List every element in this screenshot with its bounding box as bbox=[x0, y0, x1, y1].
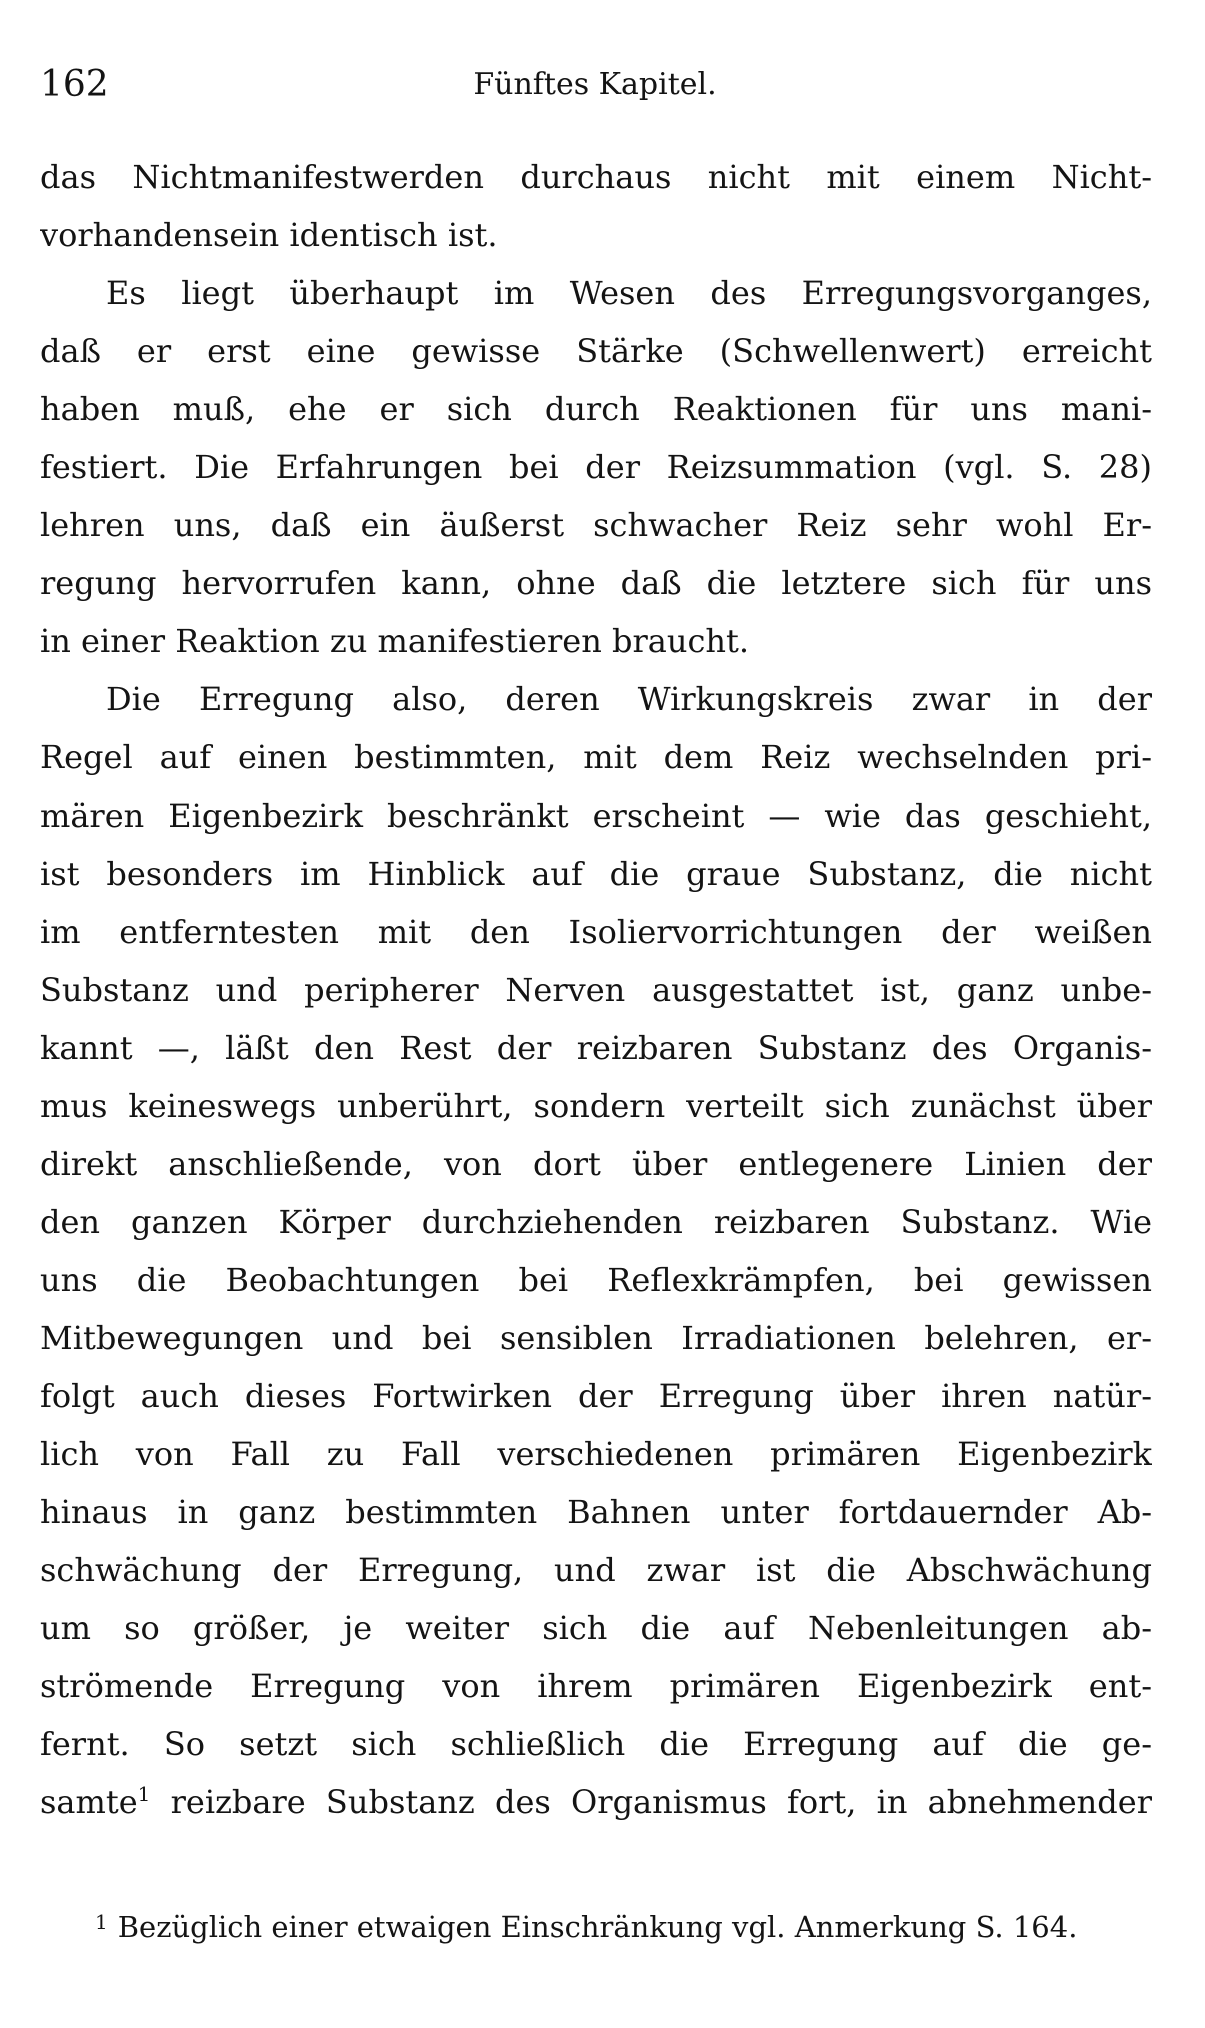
text-line: Es liegt überhaupt im Wesen des Erregungsvorganges, bbox=[106, 274, 1152, 313]
text-line: in einer Reaktion zu manifestieren braucht. bbox=[40, 622, 750, 661]
text-line: direkt anschließende, von dort über entlegenere Linien der bbox=[40, 1144, 1152, 1183]
text-fragment: samte bbox=[40, 1783, 138, 1822]
text-line: uns die Beobachtungen bei Reflexkrämpfen, bei gewissen bbox=[40, 1260, 1152, 1299]
footnote-reference: 1 bbox=[137, 1782, 151, 1807]
text-line: das Nichtmanifestwerden durchaus nicht mit einem Nicht- bbox=[40, 158, 1152, 196]
text-line: im entferntesten mit den Isoliervorrichtungen der weißen bbox=[40, 912, 1152, 951]
text-line: Substanz und peripherer Nerven ausgestattet ist, ganz unbe- bbox=[40, 970, 1152, 1009]
text-line: um so größer, je weiter sich die auf Nebenleitungen ab- bbox=[40, 1609, 1152, 1648]
text-line: Mitbewegungen und bei sensiblen Irradiationen belehren, er- bbox=[40, 1318, 1152, 1357]
footnote-mark: 1 bbox=[95, 1910, 108, 1934]
body-text bbox=[40, 148, 1152, 1831]
text-line: lehren uns, daß ein äußerst schwacher Reiz sehr wohl Er- bbox=[40, 506, 1152, 545]
text-line: folgt auch dieses Fortwirken der Erregung über ihren natür- bbox=[40, 1376, 1152, 1415]
running-head: Fünftes Kapitel. bbox=[473, 67, 717, 102]
text-line: daß er erst eine gewisse Stärke (Schwellenwert) erreicht bbox=[40, 332, 1152, 371]
text-line: vorhandensein identisch ist. bbox=[40, 216, 498, 255]
text-line: festiert. Die Erfahrungen bei der Reizsummation (vgl. S. 28) bbox=[40, 448, 1152, 487]
footnote bbox=[95, 1900, 1155, 1949]
text-line: regung hervorrufen kann, ohne daß die letztere sich für uns bbox=[40, 564, 1152, 603]
text-line: lich von Fall zu Fall verschiedenen primären Eigenbezirk bbox=[40, 1435, 1152, 1474]
text-line: mären Eigenbezirk beschränkt erscheint — wie das geschieht, bbox=[40, 796, 1152, 835]
text-line: fernt. So setzt sich schließlich die Erregung auf die ge- bbox=[40, 1725, 1152, 1764]
text-line: den ganzen Körper durchziehenden reizbaren Substanz. Wie bbox=[40, 1202, 1152, 1241]
text-line: haben muß, ehe er sich durch Reaktionen für uns mani- bbox=[40, 390, 1152, 429]
text-line-with-footnote-ref bbox=[40, 1773, 1152, 1831]
text-line: hinaus in ganz bestimmten Bahnen unter fortdauernder Ab- bbox=[40, 1493, 1152, 1532]
text-line: schwächung der Erregung, und zwar ist die Abschwächung bbox=[40, 1551, 1152, 1590]
text-line: kannt —, läßt den Rest der reizbaren Substanz des Organis- bbox=[40, 1028, 1152, 1067]
footnote-text: Bezüglich einer etwaigen Einschränkung vgl. Anmerkung S. 164. bbox=[117, 1910, 1078, 1944]
page-number: 162 bbox=[40, 64, 109, 105]
page-header bbox=[40, 60, 1150, 110]
text-line: Regel auf einen bestimmten, mit dem Reiz wechselnden pri- bbox=[40, 738, 1152, 777]
text-fragment: reizbare Substanz des Organismus fort, in abnehmender bbox=[170, 1783, 1152, 1822]
text-line: ist besonders im Hinblick auf die graue Substanz, die nicht bbox=[40, 854, 1152, 893]
text-line: Die Erregung also, deren Wirkungskreis zwar in der bbox=[106, 680, 1152, 719]
text-line: strömende Erregung von ihrem primären Eigenbezirk ent- bbox=[40, 1667, 1152, 1706]
text-line: mus keineswegs unberührt, sondern verteilt sich zunächst über bbox=[40, 1086, 1152, 1125]
